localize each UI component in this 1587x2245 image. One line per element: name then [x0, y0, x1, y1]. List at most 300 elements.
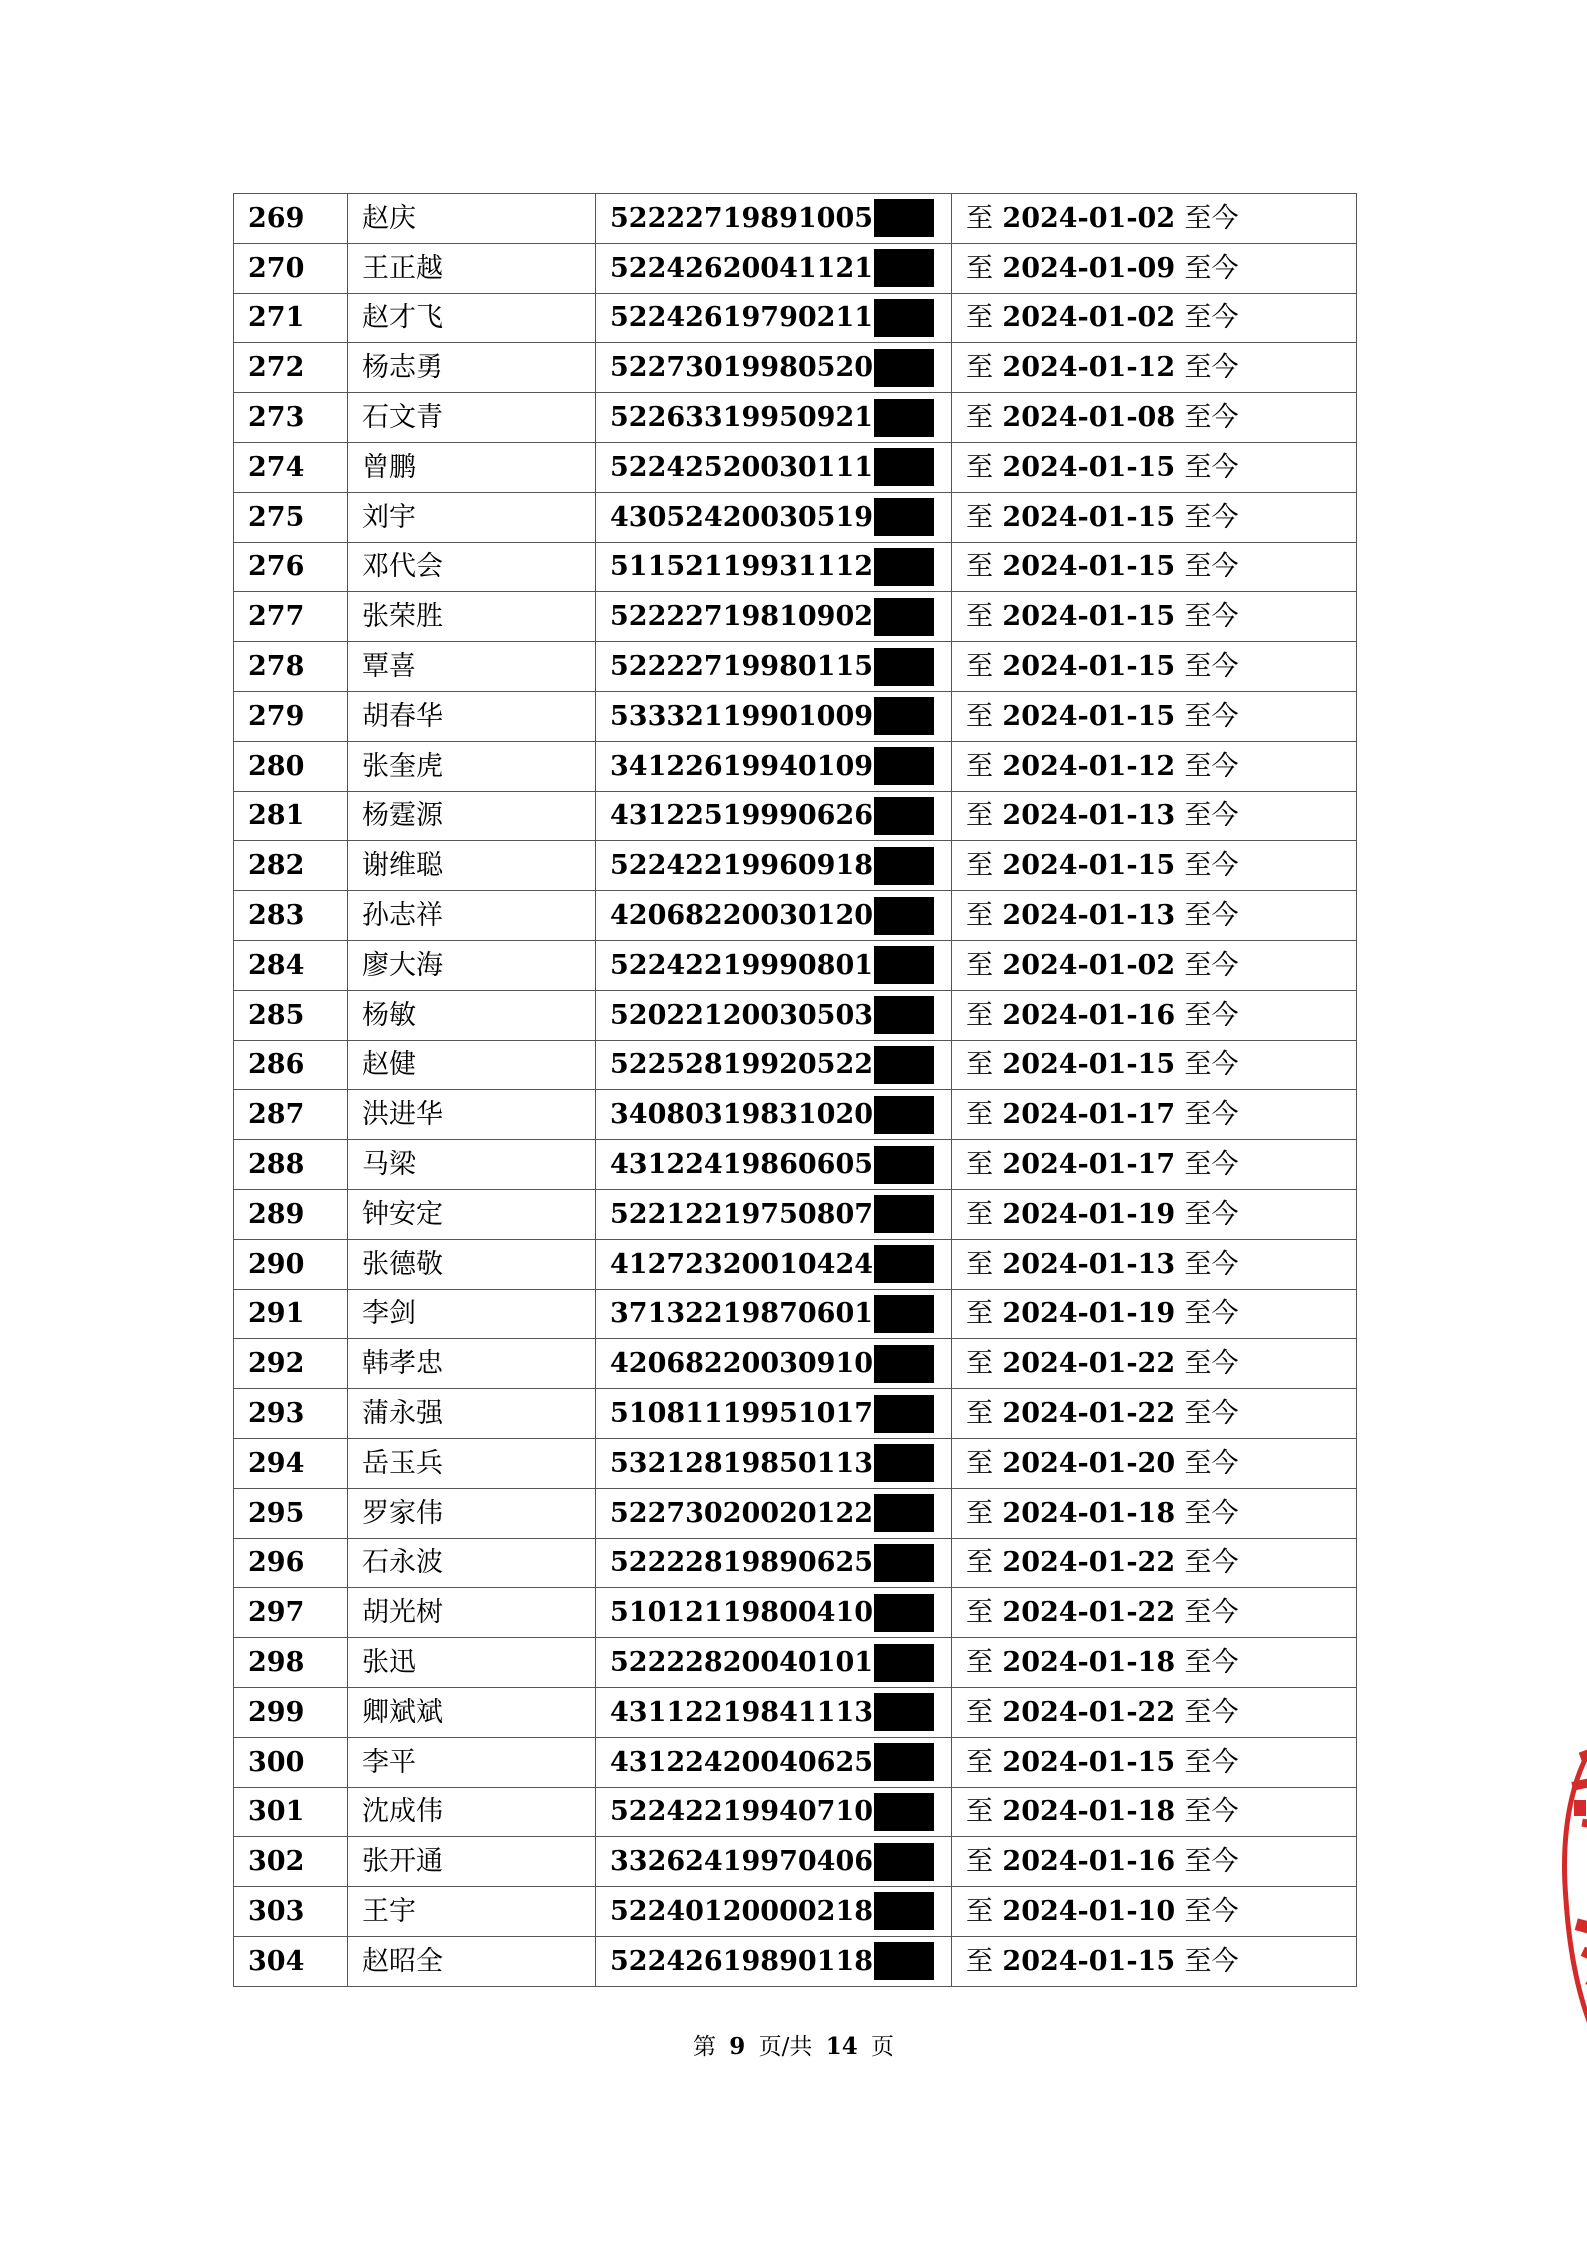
- redaction-block: [874, 1295, 934, 1333]
- id-number: 52022120030503: [610, 999, 874, 1031]
- date-suffix: 至今: [1184, 850, 1239, 882]
- id-number: 52242620041121: [610, 252, 874, 284]
- id-number: 43122419860605: [610, 1149, 874, 1181]
- row-number: 298: [234, 1638, 348, 1688]
- row-number: 303: [234, 1887, 348, 1937]
- date-prefix: 至: [966, 1099, 993, 1131]
- date-suffix: 至今: [1184, 949, 1239, 981]
- start-date: 2024-01-15: [1002, 651, 1176, 683]
- date-suffix: 至今: [1184, 1895, 1239, 1927]
- table-row: [234, 1638, 1357, 1688]
- row-number: 286: [234, 1040, 348, 1090]
- row-number: 293: [234, 1389, 348, 1439]
- date-suffix: 至今: [1184, 750, 1239, 782]
- row-number: 304: [234, 1936, 348, 1986]
- row-number: 289: [234, 1189, 348, 1239]
- start-date: 2024-01-18: [1002, 1796, 1176, 1828]
- table-row: [234, 1837, 1357, 1887]
- row-number: 283: [234, 891, 348, 941]
- start-date: 2024-01-13: [1002, 900, 1176, 932]
- id-number: 51012119800410: [610, 1597, 874, 1629]
- row-number: 292: [234, 1339, 348, 1389]
- id-number-cell: [596, 841, 952, 891]
- id-number: 34080319831020: [610, 1099, 874, 1131]
- date-range-cell: [952, 293, 1357, 343]
- table-row: [234, 1339, 1357, 1389]
- date-range-cell: [952, 592, 1357, 642]
- roster-body: [234, 194, 1357, 1987]
- person-name: 赵健: [348, 1040, 596, 1090]
- id-number: 51152119931112: [610, 551, 874, 583]
- date-suffix: 至今: [1184, 900, 1239, 932]
- table-row: [234, 1538, 1357, 1588]
- date-range-cell: [952, 1936, 1357, 1986]
- id-number-cell: [596, 343, 952, 393]
- id-number-cell: [596, 791, 952, 841]
- table-row: [234, 393, 1357, 443]
- date-suffix: 至今: [1184, 1149, 1239, 1181]
- id-number: 43122420040625: [610, 1746, 874, 1778]
- date-range-cell: [952, 1289, 1357, 1339]
- start-date: 2024-01-17: [1002, 1149, 1176, 1181]
- date-range-cell: [952, 542, 1357, 592]
- redaction-block: [874, 1096, 934, 1134]
- date-prefix: 至: [966, 1198, 993, 1230]
- redaction-block: [874, 548, 934, 586]
- redaction-block: [874, 1245, 934, 1283]
- date-suffix: 至今: [1184, 1945, 1239, 1977]
- date-suffix: 至今: [1184, 501, 1239, 533]
- person-name: 李剑: [348, 1289, 596, 1339]
- date-range-cell: [952, 1488, 1357, 1538]
- date-range-cell: [952, 1588, 1357, 1638]
- date-suffix: 至今: [1184, 1846, 1239, 1878]
- person-name: 卿斌斌: [348, 1687, 596, 1737]
- footer-middle: 页/共: [758, 2034, 813, 2060]
- id-number: 43052420030519: [610, 501, 874, 533]
- date-range-cell: [952, 1638, 1357, 1688]
- redaction-block: [874, 349, 934, 387]
- start-date: 2024-01-15: [1002, 551, 1176, 583]
- row-number: 300: [234, 1737, 348, 1787]
- id-number: 52252819920522: [610, 1049, 874, 1081]
- table-row: [234, 592, 1357, 642]
- redaction-block: [874, 1843, 934, 1881]
- id-number-cell: [596, 1389, 952, 1439]
- start-date: 2024-01-19: [1002, 1198, 1176, 1230]
- id-number: 52222820040101: [610, 1647, 874, 1678]
- date-range-cell: [952, 642, 1357, 692]
- person-name: 石文青: [348, 393, 596, 443]
- id-number-cell: [596, 1687, 952, 1737]
- table-row: [234, 1389, 1357, 1439]
- table-row: [234, 1588, 1357, 1638]
- row-number: 297: [234, 1588, 348, 1638]
- id-number-cell: [596, 1787, 952, 1837]
- date-suffix: 至今: [1184, 1099, 1239, 1131]
- redaction-block: [874, 1743, 934, 1781]
- date-prefix: 至: [966, 1547, 993, 1579]
- redaction-block: [874, 1195, 934, 1233]
- date-suffix: 至今: [1184, 651, 1239, 683]
- table-row: [234, 940, 1357, 990]
- redaction-block: [874, 747, 934, 785]
- redaction-block: [874, 199, 934, 237]
- table-row: [234, 343, 1357, 393]
- id-number-cell: [596, 393, 952, 443]
- start-date: 2024-01-08: [1002, 402, 1176, 434]
- person-name: 赵庆: [348, 194, 596, 244]
- start-date: 2024-01-22: [1002, 1348, 1176, 1380]
- person-name: 杨敏: [348, 990, 596, 1040]
- row-number: 290: [234, 1239, 348, 1289]
- redaction-block: [874, 1544, 934, 1582]
- id-number-cell: [596, 891, 952, 941]
- date-prefix: 至: [966, 202, 993, 234]
- row-number: 276: [234, 542, 348, 592]
- row-number: 269: [234, 194, 348, 244]
- table-row: [234, 1189, 1357, 1239]
- person-name: 张德敬: [348, 1239, 596, 1289]
- date-range-cell: [952, 940, 1357, 990]
- redaction-block: [874, 1146, 934, 1184]
- id-number: 52240120000218: [610, 1895, 874, 1927]
- id-number-cell: [596, 1090, 952, 1140]
- date-suffix: 至今: [1184, 1696, 1239, 1728]
- date-prefix: 至: [966, 900, 993, 932]
- date-range-cell: [952, 492, 1357, 542]
- id-number: 52222719980115: [610, 651, 874, 683]
- date-prefix: 至: [966, 601, 993, 633]
- date-prefix: 至: [966, 1497, 993, 1529]
- redaction-block: [874, 897, 934, 935]
- date-prefix: 至: [966, 551, 993, 583]
- date-prefix: 至: [966, 1895, 993, 1927]
- table-row: [234, 1090, 1357, 1140]
- roster-table: [233, 193, 1357, 1987]
- person-name: 杨霆源: [348, 791, 596, 841]
- start-date: 2024-01-15: [1002, 1746, 1176, 1778]
- date-range-cell: [952, 1438, 1357, 1488]
- id-number: 52263319950921: [610, 402, 874, 434]
- person-name: 岳玉兵: [348, 1438, 596, 1488]
- person-name: 张荣胜: [348, 592, 596, 642]
- row-number: 272: [234, 343, 348, 393]
- table-row: [234, 1787, 1357, 1837]
- table-row: [234, 741, 1357, 791]
- id-number: 53212819850113: [610, 1447, 874, 1479]
- id-number: 41272320010424: [610, 1248, 874, 1280]
- date-prefix: 至: [966, 501, 993, 533]
- date-prefix: 至: [966, 1945, 993, 1977]
- table-row: [234, 891, 1357, 941]
- table-row: [234, 293, 1357, 343]
- start-date: 2024-01-12: [1002, 750, 1176, 782]
- date-suffix: 至今: [1184, 700, 1239, 732]
- date-suffix: 至今: [1184, 999, 1239, 1031]
- footer-prefix: 第: [692, 2034, 716, 2060]
- person-name: 李平: [348, 1737, 596, 1787]
- id-number-cell: [596, 741, 952, 791]
- table-row: [234, 542, 1357, 592]
- row-number: 294: [234, 1438, 348, 1488]
- date-range-cell: [952, 1887, 1357, 1937]
- person-name: 张迅: [348, 1638, 596, 1688]
- id-number-cell: [596, 194, 952, 244]
- redaction-block: [874, 299, 934, 337]
- redaction-block: [874, 996, 934, 1034]
- date-range-cell: [952, 990, 1357, 1040]
- date-range-cell: [952, 691, 1357, 741]
- date-suffix: 至今: [1184, 1547, 1239, 1579]
- row-number: 278: [234, 642, 348, 692]
- row-number: 273: [234, 393, 348, 443]
- id-number-cell: [596, 542, 952, 592]
- start-date: 2024-01-15: [1002, 1945, 1176, 1977]
- footer-total-pages: 14: [825, 2033, 858, 2060]
- id-number: 52222819890625: [610, 1547, 874, 1579]
- table-row: [234, 1488, 1357, 1538]
- date-suffix: 至今: [1184, 601, 1239, 633]
- row-number: 279: [234, 691, 348, 741]
- row-number: 275: [234, 492, 348, 542]
- date-prefix: 至: [966, 800, 993, 832]
- date-prefix: 至: [966, 1049, 993, 1081]
- id-number-cell: [596, 492, 952, 542]
- row-number: 277: [234, 592, 348, 642]
- table-row: [234, 1737, 1357, 1787]
- start-date: 2024-01-22: [1002, 1398, 1176, 1430]
- id-number-cell: [596, 1289, 952, 1339]
- date-range-cell: [952, 841, 1357, 891]
- person-name: 胡光树: [348, 1588, 596, 1638]
- row-number: 270: [234, 243, 348, 293]
- redaction-block: [874, 946, 934, 984]
- id-number: 52273019980520: [610, 352, 874, 384]
- row-number: 295: [234, 1488, 348, 1538]
- id-number-cell: [596, 691, 952, 741]
- row-number: 271: [234, 293, 348, 343]
- start-date: 2024-01-22: [1002, 1696, 1176, 1728]
- id-number-cell: [596, 1488, 952, 1538]
- date-suffix: 至今: [1184, 1049, 1239, 1081]
- date-suffix: 至今: [1184, 551, 1239, 583]
- start-date: 2024-01-16: [1002, 999, 1176, 1031]
- person-name: 王正越: [348, 243, 596, 293]
- id-number: 51081119951017: [610, 1398, 874, 1430]
- person-name: 孙志祥: [348, 891, 596, 941]
- date-prefix: 至: [966, 252, 993, 284]
- redaction-block: [874, 1594, 934, 1632]
- redaction-block: [874, 448, 934, 486]
- date-prefix: 至: [966, 1846, 993, 1878]
- redaction-block: [874, 399, 934, 437]
- person-name: 沈成伟: [348, 1787, 596, 1837]
- date-prefix: 至: [966, 302, 993, 334]
- date-range-cell: [952, 343, 1357, 393]
- person-name: 蒲永强: [348, 1389, 596, 1439]
- row-number: 274: [234, 442, 348, 492]
- date-prefix: 至: [966, 850, 993, 882]
- id-number: 42068220030120: [610, 900, 874, 932]
- start-date: 2024-01-15: [1002, 700, 1176, 732]
- date-range-cell: [952, 1239, 1357, 1289]
- id-number: 33262419970406: [610, 1846, 874, 1878]
- date-suffix: 至今: [1184, 1597, 1239, 1629]
- start-date: 2024-01-02: [1002, 302, 1176, 334]
- date-range-cell: [952, 1189, 1357, 1239]
- start-date: 2024-01-13: [1002, 800, 1176, 832]
- date-suffix: 至今: [1184, 302, 1239, 334]
- date-suffix: 至今: [1184, 1796, 1239, 1828]
- person-name: 廖大海: [348, 940, 596, 990]
- table-row: [234, 841, 1357, 891]
- redaction-block: [874, 598, 934, 636]
- start-date: 2024-01-15: [1002, 850, 1176, 882]
- id-number: 52242219960918: [610, 850, 874, 882]
- page-footer: [0, 2028, 1587, 2061]
- table-row: [234, 243, 1357, 293]
- person-name: 石永波: [348, 1538, 596, 1588]
- date-range-cell: [952, 741, 1357, 791]
- person-name: 罗家伟: [348, 1488, 596, 1538]
- date-suffix: 至今: [1184, 1447, 1239, 1479]
- date-suffix: 至今: [1184, 1398, 1239, 1430]
- start-date: 2024-01-15: [1002, 451, 1176, 483]
- person-name: 张奎虎: [348, 741, 596, 791]
- date-suffix: 至今: [1184, 1647, 1239, 1678]
- start-date: 2024-01-18: [1002, 1647, 1176, 1678]
- row-number: 301: [234, 1787, 348, 1837]
- id-number-cell: [596, 1737, 952, 1787]
- person-name: 胡春华: [348, 691, 596, 741]
- id-number-cell: [596, 1140, 952, 1190]
- person-name: 谢维聪: [348, 841, 596, 891]
- start-date: 2024-01-10: [1002, 1895, 1176, 1927]
- date-range-cell: [952, 1040, 1357, 1090]
- id-number-cell: [596, 243, 952, 293]
- footer-suffix: 页: [871, 2034, 895, 2060]
- date-prefix: 至: [966, 1796, 993, 1828]
- id-number-cell: [596, 1638, 952, 1688]
- redaction-block: [874, 847, 934, 885]
- redaction-block: [874, 1693, 934, 1731]
- table-row: [234, 1239, 1357, 1289]
- date-suffix: 至今: [1184, 1497, 1239, 1529]
- id-number: 43112219841113: [610, 1696, 874, 1728]
- date-prefix: 至: [966, 651, 993, 683]
- person-name: 曾鹏: [348, 442, 596, 492]
- person-name: 马梁: [348, 1140, 596, 1190]
- table-row: [234, 1140, 1357, 1190]
- date-prefix: 至: [966, 1348, 993, 1380]
- date-prefix: 至: [966, 1248, 993, 1280]
- id-number-cell: [596, 1538, 952, 1588]
- row-number: 280: [234, 741, 348, 791]
- start-date: 2024-01-16: [1002, 1846, 1176, 1878]
- date-prefix: 至: [966, 1746, 993, 1778]
- table-row: [234, 194, 1357, 244]
- id-number-cell: [596, 1588, 952, 1638]
- date-range-cell: [952, 1389, 1357, 1439]
- id-number: 52242619790211: [610, 302, 874, 334]
- date-suffix: 至今: [1184, 352, 1239, 384]
- table-row: [234, 1936, 1357, 1986]
- date-prefix: 至: [966, 700, 993, 732]
- date-range-cell: [952, 1687, 1357, 1737]
- row-number: 282: [234, 841, 348, 891]
- date-range-cell: [952, 1339, 1357, 1389]
- redaction-block: [874, 1494, 934, 1532]
- row-number: 302: [234, 1837, 348, 1887]
- start-date: 2024-01-22: [1002, 1597, 1176, 1629]
- row-number: 281: [234, 791, 348, 841]
- start-date: 2024-01-19: [1002, 1298, 1176, 1330]
- row-number: 287: [234, 1090, 348, 1140]
- redaction-block: [874, 648, 934, 686]
- redaction-block: [874, 249, 934, 287]
- person-name: 刘宇: [348, 492, 596, 542]
- id-number-cell: [596, 1189, 952, 1239]
- start-date: 2024-01-02: [1002, 202, 1176, 234]
- table-row: [234, 1289, 1357, 1339]
- id-number: 52273020020122: [610, 1497, 874, 1529]
- start-date: 2024-01-12: [1002, 352, 1176, 384]
- id-number-cell: [596, 642, 952, 692]
- date-prefix: 至: [966, 1298, 993, 1330]
- person-name: 钟安定: [348, 1189, 596, 1239]
- row-number: 291: [234, 1289, 348, 1339]
- person-name: 邓代会: [348, 542, 596, 592]
- id-number-cell: [596, 1936, 952, 1986]
- row-number: 284: [234, 940, 348, 990]
- start-date: 2024-01-18: [1002, 1497, 1176, 1529]
- start-date: 2024-01-02: [1002, 949, 1176, 981]
- date-range-cell: [952, 1140, 1357, 1190]
- table-row: [234, 442, 1357, 492]
- date-range-cell: [952, 194, 1357, 244]
- row-number: 288: [234, 1140, 348, 1190]
- table-row: [234, 1438, 1357, 1488]
- person-name: 张开通: [348, 1837, 596, 1887]
- person-name: 韩孝忠: [348, 1339, 596, 1389]
- id-number-cell: [596, 990, 952, 1040]
- id-number: 43122519990626: [610, 800, 874, 832]
- date-range-cell: [952, 442, 1357, 492]
- id-number: 52242219940710: [610, 1796, 874, 1828]
- start-date: 2024-01-17: [1002, 1099, 1176, 1131]
- date-suffix: 至今: [1184, 1248, 1239, 1280]
- date-suffix: 至今: [1184, 252, 1239, 284]
- footer-page-number: 9: [729, 2033, 746, 2060]
- date-prefix: 至: [966, 451, 993, 483]
- redaction-block: [874, 1793, 934, 1831]
- person-name: 赵才飞: [348, 293, 596, 343]
- table-row: [234, 990, 1357, 1040]
- row-number: 299: [234, 1687, 348, 1737]
- start-date: 2024-01-20: [1002, 1447, 1176, 1479]
- id-number-cell: [596, 1040, 952, 1090]
- start-date: 2024-01-15: [1002, 601, 1176, 633]
- id-number-cell: [596, 940, 952, 990]
- date-suffix: 至今: [1184, 1298, 1239, 1330]
- id-number-cell: [596, 1837, 952, 1887]
- redaction-block: [874, 1644, 934, 1682]
- table-row: [234, 1687, 1357, 1737]
- id-number: 53332119901009: [610, 700, 874, 732]
- table-row: [234, 1887, 1357, 1937]
- date-suffix: 至今: [1184, 1746, 1239, 1778]
